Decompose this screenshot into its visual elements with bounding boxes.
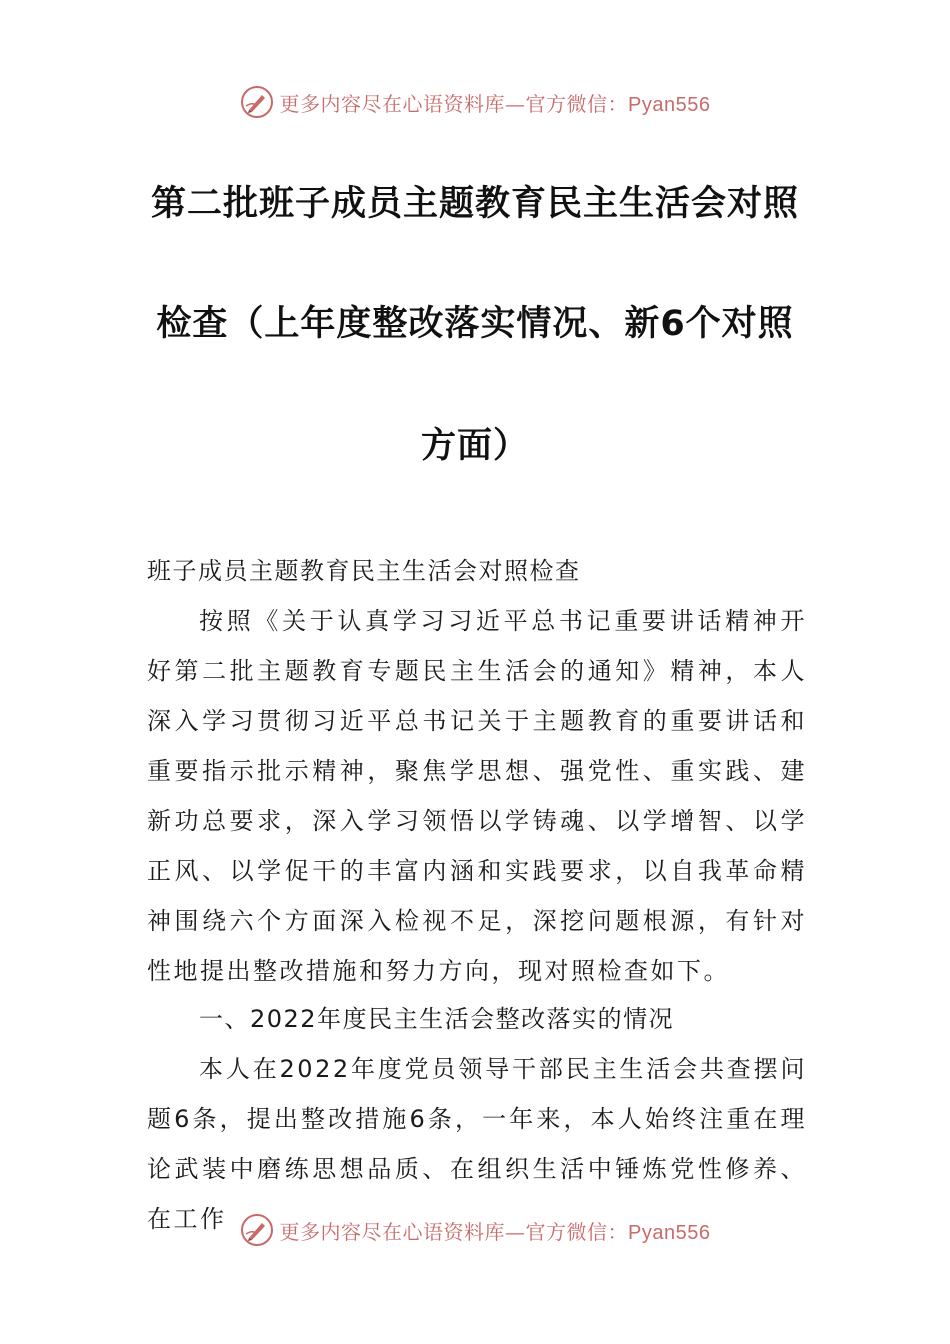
document-title-line-3: 方面） [420, 426, 529, 466]
section-1-paragraph: 本人在2022年度党员领导干部民主生活会共查摆问题6条，提出整改措施6条，一年来，本人始终注重在理论武装中磨练思想品质、在组织生活中锤炼党性修养、在工作 [147, 1055, 807, 1233]
document-subtitle: 班子成员主题教育民主生活会对照检查 [147, 557, 581, 585]
document-title-line-1: 第二批班子成员主题教育民主生活会对照 [150, 184, 799, 224]
watermark-text [280, 1216, 711, 1245]
document-title-line-2: 检查（上年度整改落实情况、新6个对照 [156, 304, 794, 344]
watermark-label: 更多内容尽在心语资料库—官方微信： [279, 91, 629, 116]
header-watermark [0, 82, 950, 122]
watermark-wechat-id: Pyan556 [628, 1221, 711, 1244]
pen-logo-icon [240, 1213, 274, 1247]
watermark-text [280, 88, 711, 117]
footer-watermark [0, 1210, 950, 1250]
watermark-wechat-id: Pyan556 [628, 93, 711, 116]
intro-paragraph: 按照《关于认真学习习近平总书记重要讲话精神开好第二批主题教育专题民主生活会的通知》精神，本人深入学习贯彻习近平总书记关于主题教育的重要讲话和重要指示批示精神，聚焦学思想、强党性、重实践、建新功总要求，深入学习领悟以学铸魂、以学增智、以学正风、以学促干的丰富内涵和实践要求，以自我革命精神围绕六个方面深入检视不足，深挖问题根源，有针对性地提出整改措施和努力方向，现对照检查如下。 [147, 607, 807, 985]
section-1-heading: 一、2022年度民主生活会整改落实的情况 [199, 1005, 675, 1033]
pen-logo-icon [240, 85, 274, 119]
watermark-label: 更多内容尽在心语资料库—官方微信： [279, 1219, 629, 1244]
